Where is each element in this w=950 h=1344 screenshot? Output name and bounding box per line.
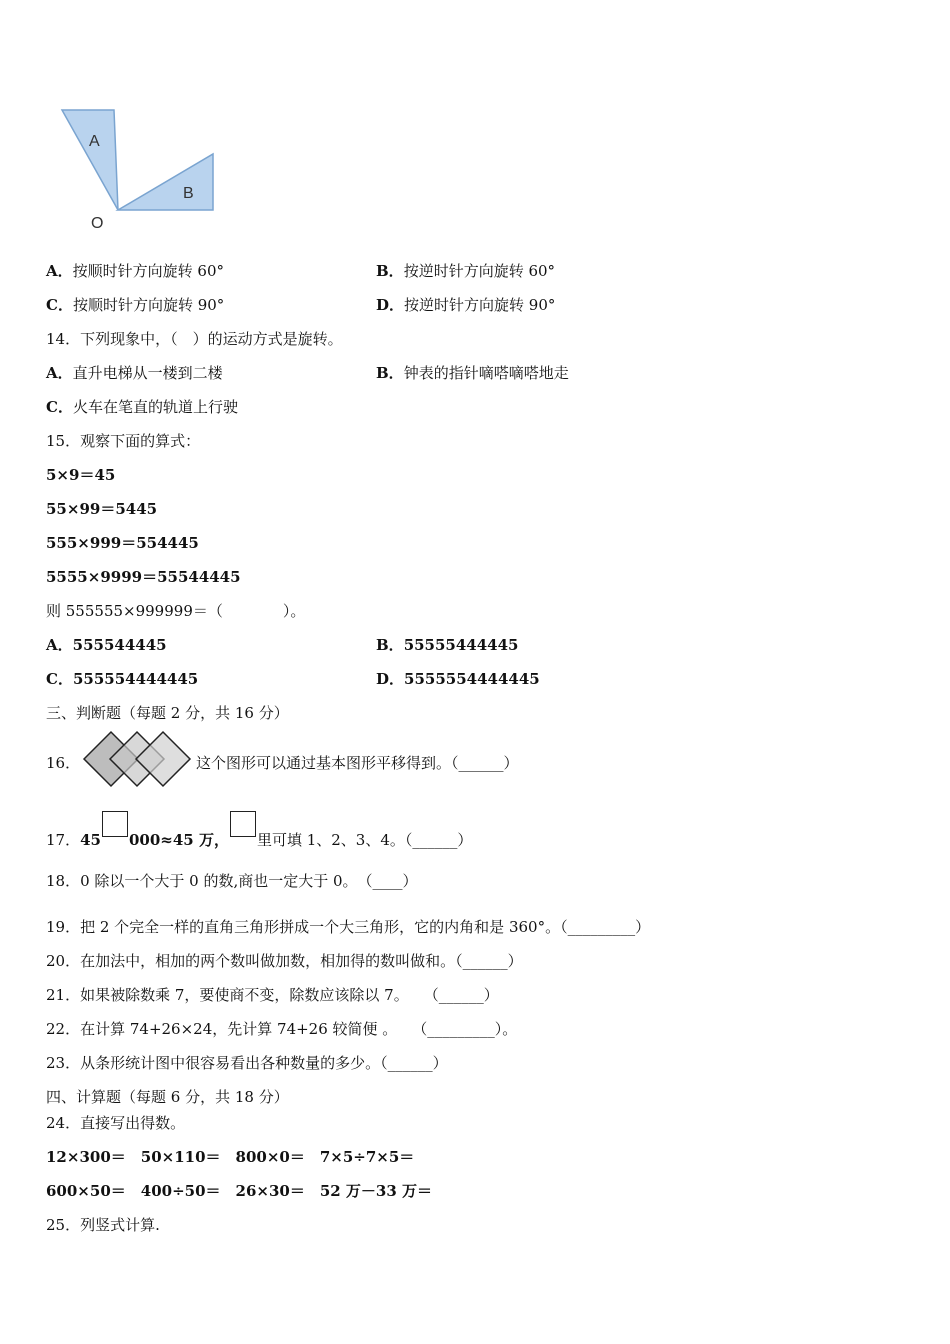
option-key: C． <box>46 670 73 688</box>
q17-number: 17． <box>46 831 81 849</box>
option-key: C． <box>46 296 73 314</box>
option-text: 按逆时针方向旋转 60° <box>403 262 556 280</box>
option-key: D． <box>376 296 405 314</box>
option-key: A． <box>46 364 73 382</box>
q17-part3: 里可填 1、2、3、4。（______） <box>256 831 473 849</box>
q15-option-c <box>46 669 198 689</box>
triangle-a <box>62 110 118 210</box>
q15-option-a <box>46 635 167 655</box>
q19: 19．把 2 个完全一样的直角三角形拼成一个大三角形，它的内角和是 360°。（_________） <box>46 918 651 936</box>
diamond-pattern-figure <box>82 730 194 788</box>
q14-option-a <box>46 363 223 383</box>
q14-option-b <box>376 363 569 383</box>
q14-stem: 14．下列现象中，（ ）的运动方式是旋转。 <box>46 330 343 348</box>
q15-ask: 则 555555×999999＝（ ）。 <box>46 602 306 620</box>
blank-box[interactable] <box>102 811 128 837</box>
q20: 20．在加法中，相加的两个数叫做加数，相加得的数叫做和。（______） <box>46 952 523 970</box>
label-o: O <box>91 215 104 232</box>
q22: 22．在计算 74+26×24，先计算 74+26 较简便 。 （_________）。 <box>46 1020 518 1038</box>
q16-number: 16． <box>46 754 81 772</box>
q13-option-c <box>46 295 224 315</box>
option-key: A． <box>46 636 73 654</box>
q17-part1: 45 <box>80 831 101 849</box>
option-text: 直升电梯从一楼到二楼 <box>72 364 223 382</box>
q25: 25．列竖式计算. <box>46 1216 160 1234</box>
q17 <box>46 825 472 851</box>
q15-equation-3: 555×999＝554445 <box>46 534 199 552</box>
q16-text: 这个图形可以通过基本图形平移得到。（______） <box>196 754 519 772</box>
q15-equation-2: 55×99＝5445 <box>46 500 158 518</box>
q13-option-b <box>376 261 555 281</box>
q23: 23．从条形统计图中很容易看出各种数量的多少。（______） <box>46 1054 448 1072</box>
option-text: 按顺时针方向旋转 60° <box>72 262 224 280</box>
q24-row-1: 12×300＝ 50×110＝ 800×0＝ 7×5÷7×5＝ <box>46 1148 415 1166</box>
option-key: B． <box>376 636 404 654</box>
label-a: A <box>89 133 100 150</box>
option-text: 555544445 <box>72 636 167 654</box>
option-key: B． <box>376 364 404 382</box>
triangle-b <box>118 154 213 210</box>
section-3-heading: 三、判断题（每题 2 分，共 16 分） <box>46 704 289 722</box>
q13-option-d <box>376 295 555 315</box>
option-key: C． <box>46 398 73 416</box>
blank-box[interactable] <box>230 811 256 837</box>
q21: 21．如果被除数乘 7，要使商不变，除数应该除以 7。 （______） <box>46 986 499 1004</box>
q15-equation-4: 5555×9999＝55544445 <box>46 568 241 586</box>
q15-option-d <box>376 669 540 689</box>
q24-stem: 24．直接写出得数。 <box>46 1114 186 1132</box>
q24-row-2: 600×50＝ 400÷50＝ 26×30＝ 52 万－33 万＝ <box>46 1182 433 1200</box>
option-text: 火车在笔直的轨道上行驶 <box>72 398 238 416</box>
option-key: B． <box>376 262 404 280</box>
option-key: A． <box>46 262 73 280</box>
option-text: 555554444445 <box>72 670 199 688</box>
q15-stem: 15．观察下面的算式： <box>46 432 201 450</box>
rotation-figure <box>55 100 225 235</box>
option-text: 5555554444445 <box>404 670 540 688</box>
q14-option-c <box>46 397 238 417</box>
option-text: 按逆时针方向旋转 90° <box>404 296 556 314</box>
section-4-heading: 四、计算题（每题 6 分，共 18 分） <box>46 1088 289 1106</box>
option-text: 55555444445 <box>403 636 519 654</box>
option-key: D． <box>376 670 405 688</box>
q17-part2: 000≈45 万， <box>128 831 229 849</box>
option-text: 按顺时针方向旋转 90° <box>72 296 225 314</box>
q18: 18．0 除以一个大于 0 的数,商也一定大于 0。 （____） <box>46 872 418 890</box>
label-b: B <box>183 185 194 202</box>
q13-option-a <box>46 261 224 281</box>
option-text: 钟表的指针嘀嗒嘀嗒地走 <box>403 364 569 382</box>
q15-option-b <box>376 635 519 655</box>
q15-equation-1: 5×9＝45 <box>46 466 116 484</box>
